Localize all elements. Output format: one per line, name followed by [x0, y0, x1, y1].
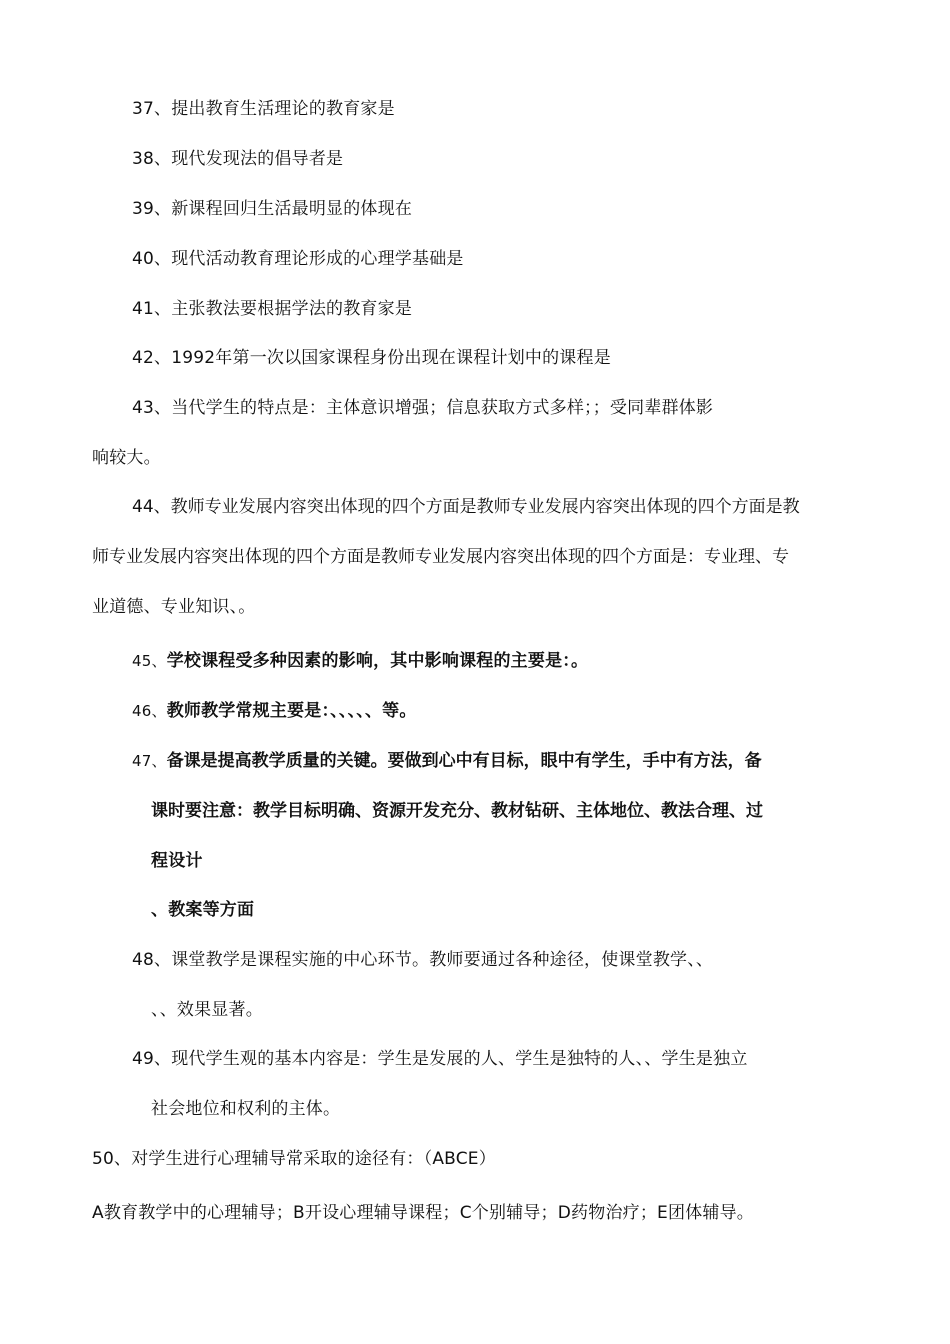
q40-line: 40、现代活动教育理论形成的心理学基础是 [132, 249, 464, 269]
q46-number: 46、 [132, 702, 167, 720]
q45-text: 学校课程受多种因素的影响，其中影响课程的主要是：。 [166, 651, 589, 671]
q41-line: 41、主张教法要根据学法的教育家是 [132, 299, 413, 319]
q49-line: 49、现代学生观的基本内容是：学生是发展的人、学生是独特的人、、学生是独立 [132, 1049, 748, 1069]
q45-number: 45、 [132, 652, 167, 670]
q46-line [132, 700, 417, 722]
q45-line [132, 650, 588, 672]
q46-text: 教师教学常规主要是：、、、、、等。 [166, 701, 417, 721]
q47-text: 备课是提高教学质量的关键。要做到心中有目标，眼中有学生，手中有方法，备 [166, 751, 762, 771]
q49-line-cont: 社会地位和权利的主体。 [151, 1099, 341, 1119]
q37-line: 37、提出教育生活理论的教育家是 [132, 99, 395, 119]
q50-line: 50、对学生进行心理辅导常采取的途径有：（ABCE） [92, 1149, 496, 1169]
q43-line: 43、当代学生的特点是：主体意识增强；信息获取方式多样；；受同辈群体影 [132, 398, 714, 418]
q48-line: 48、课堂教学是课程实施的中心环节。教师要通过各种途径，使课堂教学、、 [132, 950, 714, 970]
q47-line-cont-3: 、教案等方面 [151, 900, 255, 920]
q44-line: 44、教师专业发展内容突出体现的四个方面是教师专业发展内容突出体现的四个方面是教 [132, 497, 800, 517]
q47-line [132, 750, 762, 772]
q47-line-cont-1: 课时要注意：教学目标明确、资源开发充分、教材钻研、主体地位、教法合理、过 [151, 801, 763, 821]
q38-line: 38、现代发现法的倡导者是 [132, 149, 344, 169]
q47-number: 47、 [132, 752, 167, 770]
q48-line-cont: 、、效果显著。 [151, 1000, 263, 1020]
q42-line: 42、1992年第一次以国家课程身份出现在课程计划中的课程是 [132, 348, 611, 368]
q43-line-cont: 响较大。 [92, 448, 161, 468]
q50-options: A教育教学中的心理辅导；B开设心理辅导课程；C个别辅导；D药物治疗；E团体辅导。 [92, 1203, 754, 1223]
q44-line-cont-2: 业道德、专业知识、。 [92, 597, 256, 617]
q44-line-cont-1: 师专业发展内容突出体现的四个方面是教师专业发展内容突出体现的四个方面是：专业理、专 [92, 547, 789, 567]
q39-line: 39、新课程回归生活最明显的体现在 [132, 199, 413, 219]
q47-line-cont-2: 程设计 [151, 851, 203, 871]
